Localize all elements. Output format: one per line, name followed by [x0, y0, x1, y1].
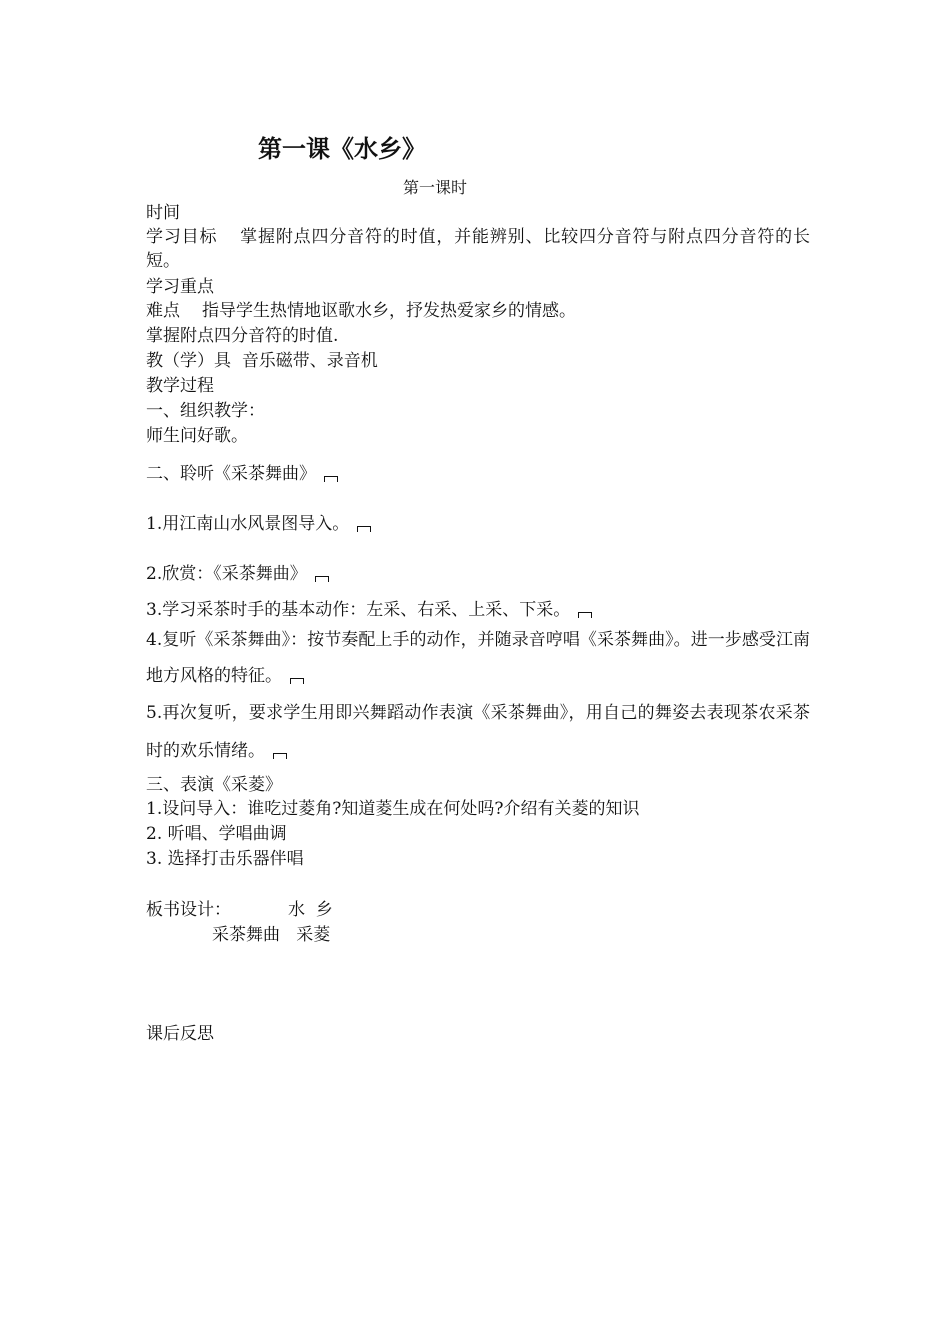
item-2-2: 2.欣赏：《采茶舞曲》	[146, 562, 329, 586]
break-mark-icon	[273, 753, 287, 759]
section-2-heading: 二、聆听《采茶舞曲》	[146, 462, 338, 486]
reflection-label: 课后反思	[146, 1024, 214, 1044]
item-3-3: 3. 选择打击乐器伴唱	[146, 849, 304, 869]
break-mark-icon	[324, 476, 338, 482]
item-3-1: 1.设问导入：谁吃过菱角?知道菱生成在何处吗?介绍有关菱的知识	[146, 799, 640, 819]
section-1-heading: 一、组织教学：	[146, 401, 265, 421]
lesson-period: 第一课时	[403, 178, 468, 197]
tools-label: 教（学）具	[146, 351, 231, 371]
difficulty-line	[146, 299, 576, 323]
objective-label: 学习目标	[146, 227, 218, 247]
section-3-heading: 三、表演《采菱》	[146, 775, 282, 795]
board-title: 水 乡	[288, 900, 333, 920]
objective-paragraph	[146, 225, 810, 273]
break-mark-icon	[315, 576, 329, 582]
page-title: 第一课《水乡》	[258, 135, 426, 163]
tools-line	[146, 349, 378, 373]
objective-text: 掌握附点四分音符的时值，并能辨别、比较四分音符与附点四分音符的长短。	[146, 227, 811, 271]
section-1-text: 师生问好歌。	[146, 426, 248, 446]
difficulty-text: 指导学生热情地讴歌水乡，抒发热爱家乡的情感。	[202, 301, 576, 321]
item-2-4: 4.复听《采茶舞曲》：按节奏配上手的动作，并随录音哼唱《采茶舞曲》。进一步感受江南地方风格的特征。	[146, 630, 810, 686]
item-2-3: 3.学习采茶时手的基本动作：左采、右采、上采、下采。	[146, 598, 592, 622]
break-mark-icon	[290, 678, 304, 684]
break-mark-icon	[578, 612, 592, 618]
board-content: 采茶舞曲 采菱	[212, 925, 331, 945]
time-label: 时间	[146, 203, 180, 223]
board-label: 板书设计：	[146, 900, 231, 920]
tools-text: 音乐磁带、录音机	[241, 351, 378, 371]
process-label: 教学过程	[146, 376, 214, 396]
difficulty-label: 难点	[146, 301, 180, 321]
item-3-2: 2. 听唱、学唱曲调	[146, 824, 287, 844]
key-point-label: 学习重点	[146, 277, 214, 297]
item-2-1: 1.用江南山水风景图导入。	[146, 512, 371, 536]
item-2-5: 5.再次复听，要求学生用即兴舞蹈动作表演《采茶舞曲》，用自己的舞姿去表现茶农采茶时的欢乐情绪。	[146, 703, 810, 761]
break-mark-icon	[357, 526, 371, 532]
key-point-text: 掌握附点四分音符的时值.	[146, 326, 339, 346]
